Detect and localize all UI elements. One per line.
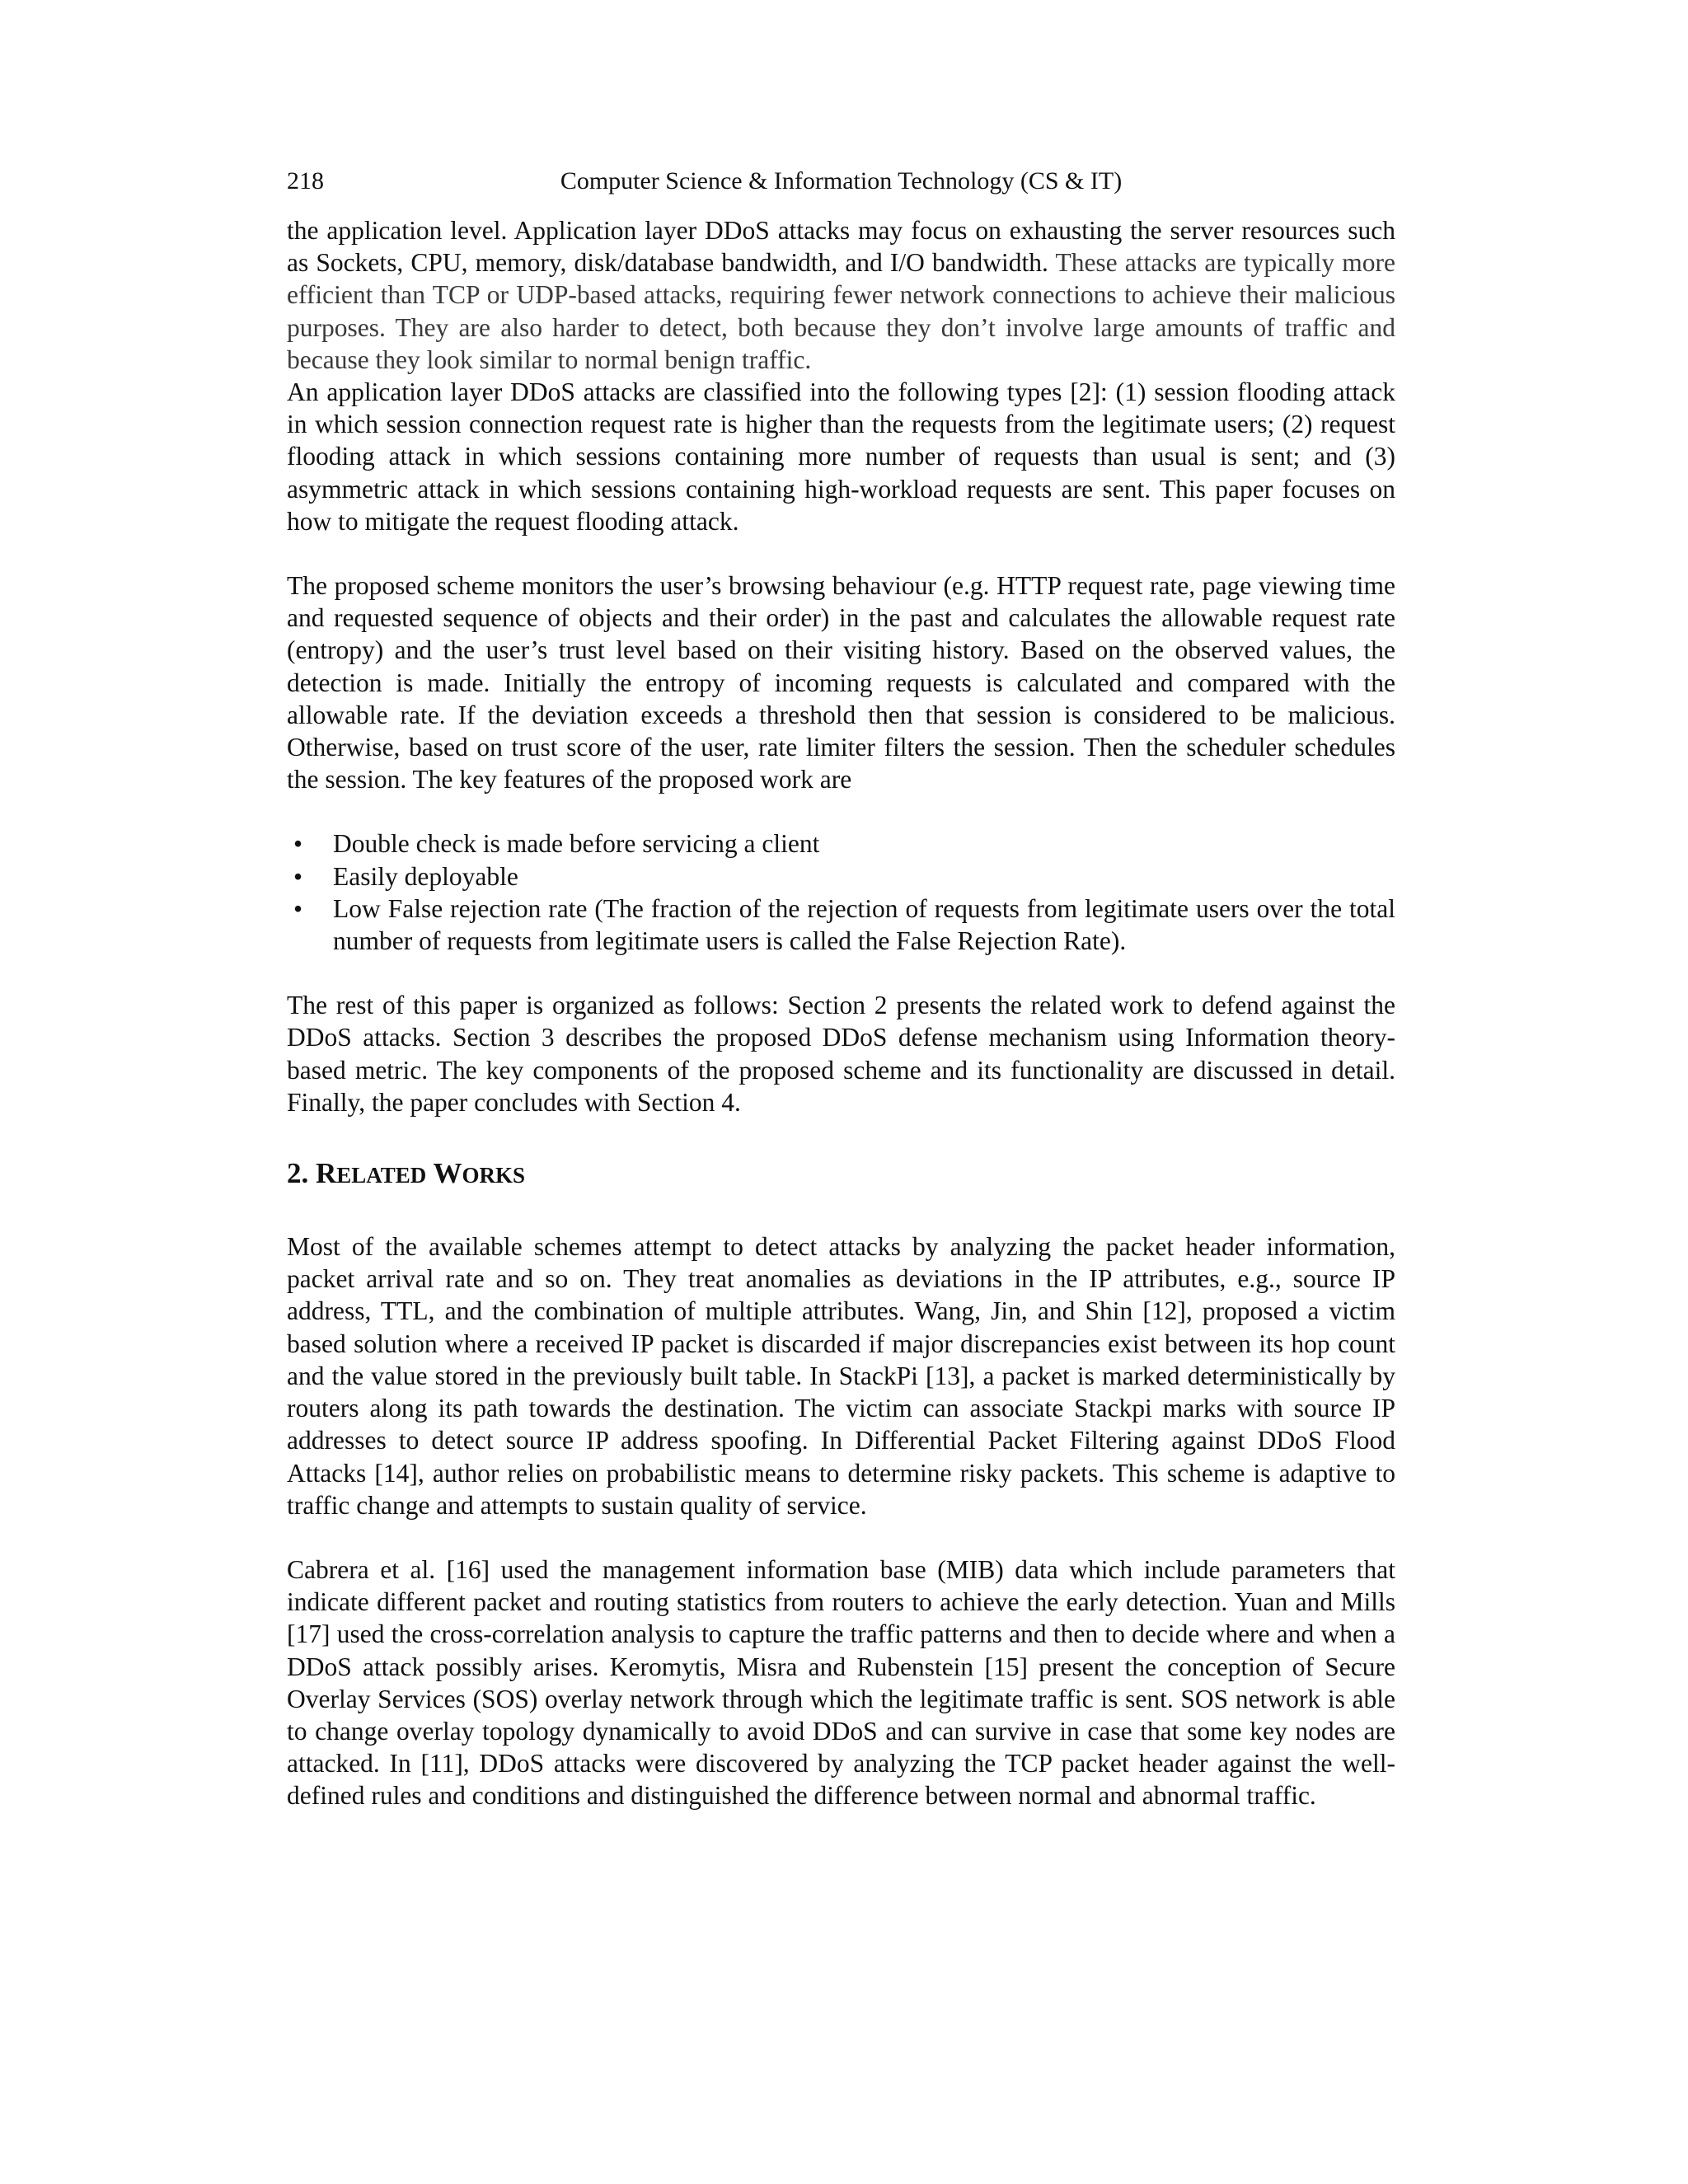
paragraph-application-level	[287, 214, 1395, 376]
list-item-text: Double check is made before servicing a client	[333, 829, 820, 859]
heading-cap-r: R	[316, 1157, 337, 1190]
paragraph-cabrera: Cabrera et al. [16] used the management information base (MIB) data which include parameters that indicate different packet and routing statistics from routers to achieve the early detection. Yuan and Mills [17] used the cross-correlation analysis to capture the traffic patterns and then to decide where and when a DDoS attack possibly arises. Keromytis, Misra and Rubenstein [15] present the conception of Secure Overlay Services (SOS) overlay network through which the legitimate traffic is sent. SOS network is able to change overlay topology dynamically to avoid DDoS and can survive in case that some key nodes are attacked. In [11], DDoS attacks were discovered by analyzing the TCP packet header against the well-defined rules and conditions and distinguished the difference between normal and abnormal traffic.	[287, 1554, 1395, 1811]
heading-cap-w: W	[433, 1157, 462, 1190]
list-item-text: Easily deployable	[333, 861, 518, 891]
key-features-list	[287, 827, 1395, 957]
paragraph-attack-types: An application layer DDoS attacks are classified into the following types [2]: (1) session flooding attack in which session connection request rate is higher than the requests from the legitimate users; (2) request flooding attack in which sessions containing more number of requests than usual is sent; and (3) asymmetric attack in which sessions containing high-workload requests are sent. This paper focuses on how to mitigate the request flooding attack.	[287, 377, 1395, 536]
paragraph-text-dark: the application level. Application layer DDoS attacks may focus on exhausting the server resources such as Sockets, CPU, memory, disk/database bandwidth, and I/O bandwidth.	[287, 216, 1395, 278]
heading-smallcaps-2: ORKS	[462, 1163, 525, 1188]
paragraph-text-grey: These attacks are typically more efficient than TCP or UDP-based attacks, requiring fewer network connections to achieve their malicious purposes. They are also harder to detect, both because they don’t involve large amounts of traffic and because they look similar to normal benign traffic.	[287, 248, 1395, 374]
section-heading	[287, 1155, 1395, 1193]
bullet-marker: •	[293, 829, 303, 859]
paper-page	[287, 165, 1395, 1812]
bullet-marker: •	[293, 893, 303, 923]
list-item	[287, 860, 1395, 893]
list-item	[287, 827, 1395, 860]
page-header	[287, 165, 1395, 198]
paragraph-organization: The rest of this paper is organized as follows: Section 2 presents the related work to defend against the DDoS attacks. Section 3 describes the proposed DDoS defense mechanism using Information theory-based metric. The key components of the proposed scheme and its functionality are discussed in detail. Finally, the paper concludes with Section 4.	[287, 991, 1395, 1117]
running-title: Computer Science & Information Technology (CS & IT)	[560, 167, 1123, 194]
section-number: 2.	[287, 1157, 316, 1190]
page-number: 218	[287, 167, 324, 194]
paragraph-related-schemes: Most of the available schemes attempt to detect attacks by analyzing the packet header information, packet arrival rate and so on. They treat anomalies as deviations in the IP attributes, e.g., source IP address, TTL, and the combination of multiple attributes. Wang, Jin, and Shin [12], proposed a victim based solution where a received IP packet is discarded if major discrepancies exist between its hop count and the value stored in the previously built table. In StackPi [13], a packet is marked deterministically by routers along its path towards the destination. The victim can associate Stackpi marks with source IP addresses to detect source IP address spoofing. In Differential Packet Filtering against DDoS Flood Attacks [14], author relies on probabilistic means to determine risky packets. This scheme is adaptive to traffic change and attempts to sustain quality of service.	[287, 1232, 1395, 1520]
paragraph-proposed-scheme: The proposed scheme monitors the user’s browsing behaviour (e.g. HTTP request rate, page viewing time and requested sequence of objects and their order) in the past and calculates the allowable request rate (entropy) and the user’s trust level based on their visiting history. Based on the observed values, the detection is made. Initially the entropy of incoming requests is calculated and compared with the allowable rate. If the deviation exceeds a threshold then that session is considered to be malicious. Otherwise, based on trust score of the user, rate limiter filters the session. Then the scheduler schedules the session. The key features of the proposed work are	[287, 571, 1395, 794]
list-item-text: Low False rejection rate (The fraction of the rejection of requests from legitimate users over the total number of requests from legitimate users is called the False Rejection Rate).	[333, 893, 1395, 956]
list-item	[287, 893, 1395, 957]
bullet-marker: •	[293, 861, 303, 891]
heading-smallcaps-1: ELATED	[336, 1163, 427, 1188]
